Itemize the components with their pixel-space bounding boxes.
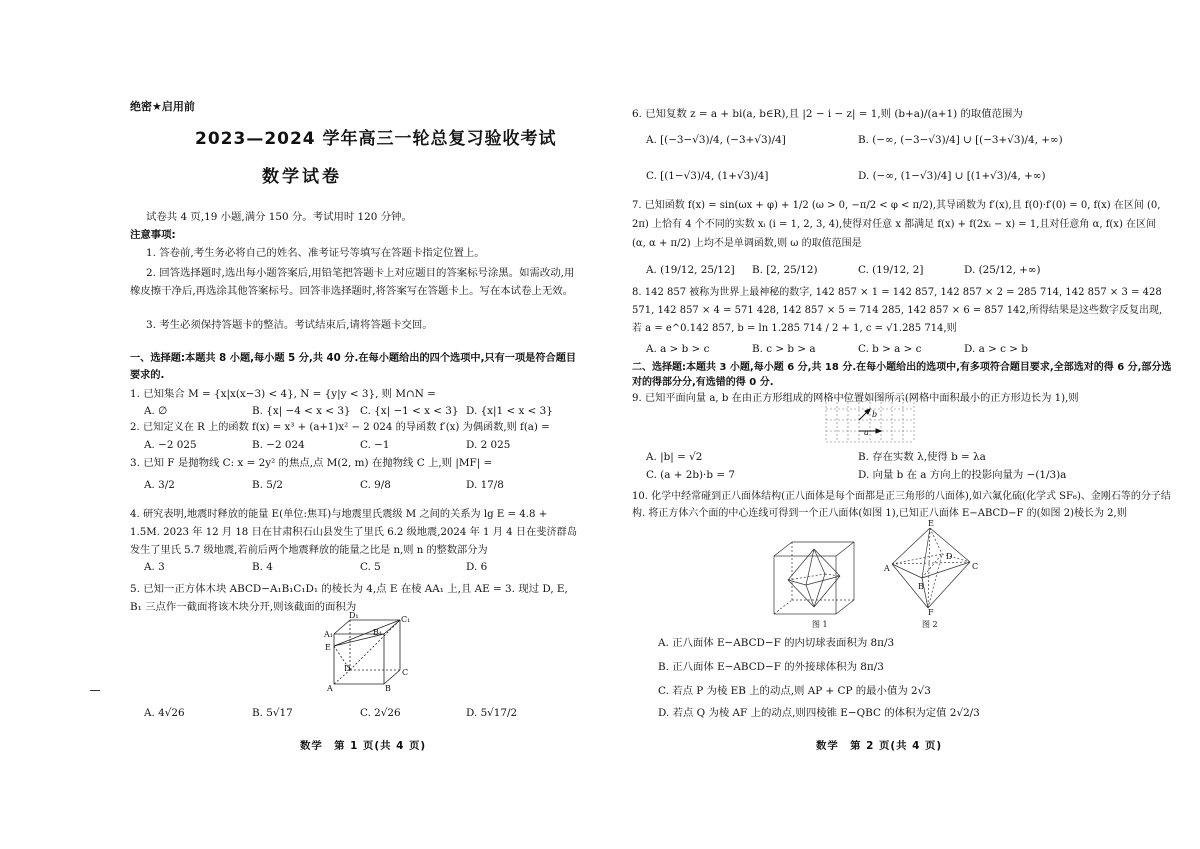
cube-label-d1: D₁ [349, 611, 359, 620]
vector-b-label: b [872, 410, 878, 419]
question-7-option-a: A. (19/12, 25/12] [646, 264, 735, 276]
question-9-option-d: D. 向量 b 在 a 方向上的投影向量为 −(1/3)a [858, 469, 1067, 481]
question-1-stem: 1. 已知集合 M = {x|x(x−3) < 4}, N = {y|y < 3}, 则 M∩N = [130, 388, 436, 400]
question-2-option-d: D. 2 025 [466, 439, 511, 451]
question-10-option-b: B. 正八面体 E−ABCD−F 的外接球体积为 8π/3 [658, 661, 884, 673]
octahedron-figure [882, 522, 982, 614]
note-3: 3. 考生必须保持答题卡的整洁。考试结束后,请将答题卡交回。 [146, 319, 433, 331]
cube-label-c: C [402, 668, 409, 677]
question-4-stem: 4. 研究表明,地震时释放的能量 E(单位:焦耳)与地震里氏震级 M 之间的关系为 lg E = 4.8 + 1.5M. 2023 年 12 月 18 日在甘肃积石山县发生了里氏 6.2 级地震,2024 年 1 月 4 日在斐济群岛发生了里氏 5.7 级地震,若前后两个地震释放的能量之比是 n,则 n 的整数部分为 [130, 509, 578, 556]
question-7-option-c: C. (19/12, 2] [858, 264, 924, 276]
page-2-footer: 数学 第 2 页(共 4 页) [816, 740, 943, 752]
question-9-option-a: A. |b| = √2 [646, 451, 703, 463]
octahedron-label-a: A [884, 564, 890, 573]
question-8-option-b: B. c > b > a [752, 343, 816, 355]
cube-label-c1: C₁ [401, 615, 411, 624]
exam-page-2 [600, 0, 1200, 849]
question-8-option-d: D. a > c > b [964, 343, 1028, 355]
confidential-label: 绝密★启用前 [130, 100, 195, 113]
page-1-footer: 数学 第 1 页(共 4 页) [300, 740, 427, 752]
octahedron-label-c: C [972, 562, 979, 571]
question-3-stem: 3. 已知 F 是抛物线 C: x = 2y² 的焦点,点 M(2, m) 在抛物线 C 上,则 |MF| = [130, 457, 493, 469]
cube-label-b1: B₁ [373, 628, 383, 637]
vector-grid-figure [820, 392, 920, 448]
question-3-option-b: B. 5/2 [252, 479, 283, 491]
question-5-option-c: C. 2√26 [360, 707, 401, 719]
question-1-option-d: D. {x|1 < x < 3} [466, 405, 553, 417]
cube-label-d: D [344, 664, 351, 673]
note-2: 2. 回答选择题时,选出每小题答案后,用铅笔把答题卡上对应题目的答案标号涂黑。如需改动,用橡皮擦干净后,再选涂其他答案标号。回答非选择题时,将答案写在答题卡上。写在本试卷上无效。 [130, 267, 575, 297]
section-1-heading: 一、选择题:本题共 8 小题,每小题 5 分,共 40 分.在每小题给出的四个选项中,只有一项是符合题目要求的. [130, 353, 577, 381]
question-4-option-d: D. 6 [466, 561, 488, 573]
question-6-stem: 6. 已知复数 z = a + bi(a, b∈R),且 |2 − i − z| = 1,则 (b+a)/(a+1) 的取值范围为 [632, 108, 1023, 120]
question-3-option-a: A. 3/2 [144, 479, 175, 491]
question-7-option-b: B. [2, 25/12) [752, 264, 818, 276]
question-2-stem: 2. 已知定义在 R 上的函数 f(x) = x³ + (a+1)x² − 2 024 的导函数 f′(x) 为偶函数,则 f(a) = [130, 422, 550, 433]
question-6-option-c: C. [(1−√3)/4, (1+√3)/4] [646, 170, 769, 182]
question-3-option-d: D. 17/8 [466, 479, 504, 491]
scan-mark [90, 690, 100, 691]
question-8-option-a: A. a > b > c [646, 343, 710, 355]
vector-a-label: a [864, 428, 869, 437]
figure-1-caption: 图 1 [812, 620, 828, 629]
question-4-option-c: C. 5 [360, 561, 381, 573]
question-9-stem: 9. 已知平面向量 a, b 在由正方形组成的网格中位置如图所示(网格中面积最小的正方形边长为 1),则 [632, 393, 1079, 404]
figure-2-caption: 图 2 [922, 620, 938, 629]
cube-octahedron-figure [770, 538, 860, 618]
cube-label-a: A [327, 684, 333, 693]
question-2-option-c: C. −1 [360, 439, 390, 451]
question-9-option-b: B. 存在实数 λ,使得 b = λa [858, 451, 986, 463]
cube-label-a1: A₁ [324, 630, 333, 639]
exam-info: 试卷共 4 页,19 小题,满分 150 分。考试用时 120 分钟。 [146, 211, 412, 223]
note-1: 1. 答卷前,考生务必将自己的姓名、准考证号等填写在答题卡指定位置上。 [146, 247, 485, 259]
question-7-option-d: D. (25/12, +∞) [964, 264, 1041, 276]
question-5-option-d: D. 5√17/2 [466, 707, 518, 719]
question-5-option-b: B. 5√17 [252, 707, 293, 719]
question-1-option-c: C. {x| −1 < x < 3} [360, 405, 459, 417]
question-2-option-b: B. −2 024 [252, 439, 305, 451]
question-6-option-a: A. [(−3−√3)/4, (−3+√3)/4] [646, 134, 786, 146]
question-4-option-a: A. 3 [144, 561, 165, 573]
octahedron-label-e: E [928, 519, 934, 528]
question-5-stem: 5. 已知一正方体木块 ABCD−A₁B₁C₁D₁ 的棱长为 4,点 E 在棱 AA₁ 上,且 AE = 3. 现过 D, E, B₁ 三点作一截面将该木块分开,则该截面的面积为 [130, 583, 568, 613]
question-5-option-a: A. 4√26 [144, 707, 185, 719]
question-1-option-b: B. {x| −4 < x < 3} [252, 405, 351, 417]
section-2-heading: 二、选择题:本题共 3 小题,每小题 6 分,共 18 分.在每小题给出的选项中,有多项符合题目要求,全部选对的得 6 分,部分选对的得部分分,有选错的得 0 分. [632, 362, 1172, 388]
question-3-option-c: C. 9/8 [360, 479, 391, 491]
question-10-option-d: D. 若点 Q 为棱 AF 上的动点,则四棱锥 E−QBC 的体积为定值 2√2/3 [658, 707, 980, 719]
cube-label-e: E [325, 643, 331, 652]
question-8-option-c: C. b > a > c [858, 343, 922, 355]
question-10-option-c: C. 若点 P 为棱 EB 上的动点,则 AP + CP 的最小值为 2√3 [658, 685, 931, 697]
octahedron-label-d: D [946, 552, 953, 561]
question-7-stem: 7. 已知函数 f(x) = sin(ωx + φ) + 1/2 (ω > 0, −π/2 < φ < π/2),其导函数为 f′(x),且 f(0)·f′(0) = 0, f(x) 在区间 (0, 2π) 上恰有 4 个不同的实数 xᵢ (i = 1, 2, 3, 4),使得对任意 x 都满足 f(x) + f(2xᵢ − x) = 1,且对任意角 α, f(x) 在区间 (α, α + π/2) 上均不是单调函数,则 ω 的取值范围是 [632, 200, 1161, 249]
question-6-option-d: D. (−∞, (1−√3)/4] ∪ [(1+√3)/4, +∞) [858, 170, 1046, 182]
octahedron-label-f: F [928, 608, 934, 617]
subject-title: 数学试卷 [262, 167, 342, 187]
question-6-option-b: B. (−∞, (−3−√3)/4] ∪ [(−3+√3)/4, +∞) [858, 134, 1063, 146]
question-8-stem: 8. 142 857 被称为世界上最神秘的数字, 142 857 × 1 = 142 857, 142 857 × 2 = 285 714, 142 857 × 3 = 428 571, 142 857 × 4 = 571 428, 142 857 × 5 = 714 285, 142 857 × 6 = 857 142,所得结果是这些数字反复出现,若 a = e^0.142 857, b = ln 1.285 714 / 2 + 1, c = √1.285 714,则 [632, 287, 1163, 334]
question-10-option-a: A. 正八面体 E−ABCD−F 的内切球表面积为 8π/3 [658, 637, 895, 649]
question-1-option-a: A. ∅ [144, 405, 168, 417]
octahedron-label-b: B [918, 582, 924, 591]
question-10-stem: 10. 化学中经常碰到正八面体结构(正八面体是每个面都是正三角形的八面体),如六氟化硫(化学式 SF₆)、金刚石等的分子结构. 将正方体六个面的中心连线可得到一个正八面体(如图 1),已知正八面体 E−ABCD−F 的(如图 2)棱长为 2,则 [632, 491, 1171, 519]
question-9-option-c: C. (a + 2b)·b = 7 [646, 469, 735, 481]
cube-label-b: B [385, 684, 391, 693]
question-2-option-a: A. −2 025 [144, 439, 197, 451]
question-4-option-b: B. 4 [252, 561, 273, 573]
notes-title: 注意事项: [130, 229, 176, 241]
exam-title: 2023—2024 学年高三一轮总复习验收考试 [195, 129, 557, 149]
